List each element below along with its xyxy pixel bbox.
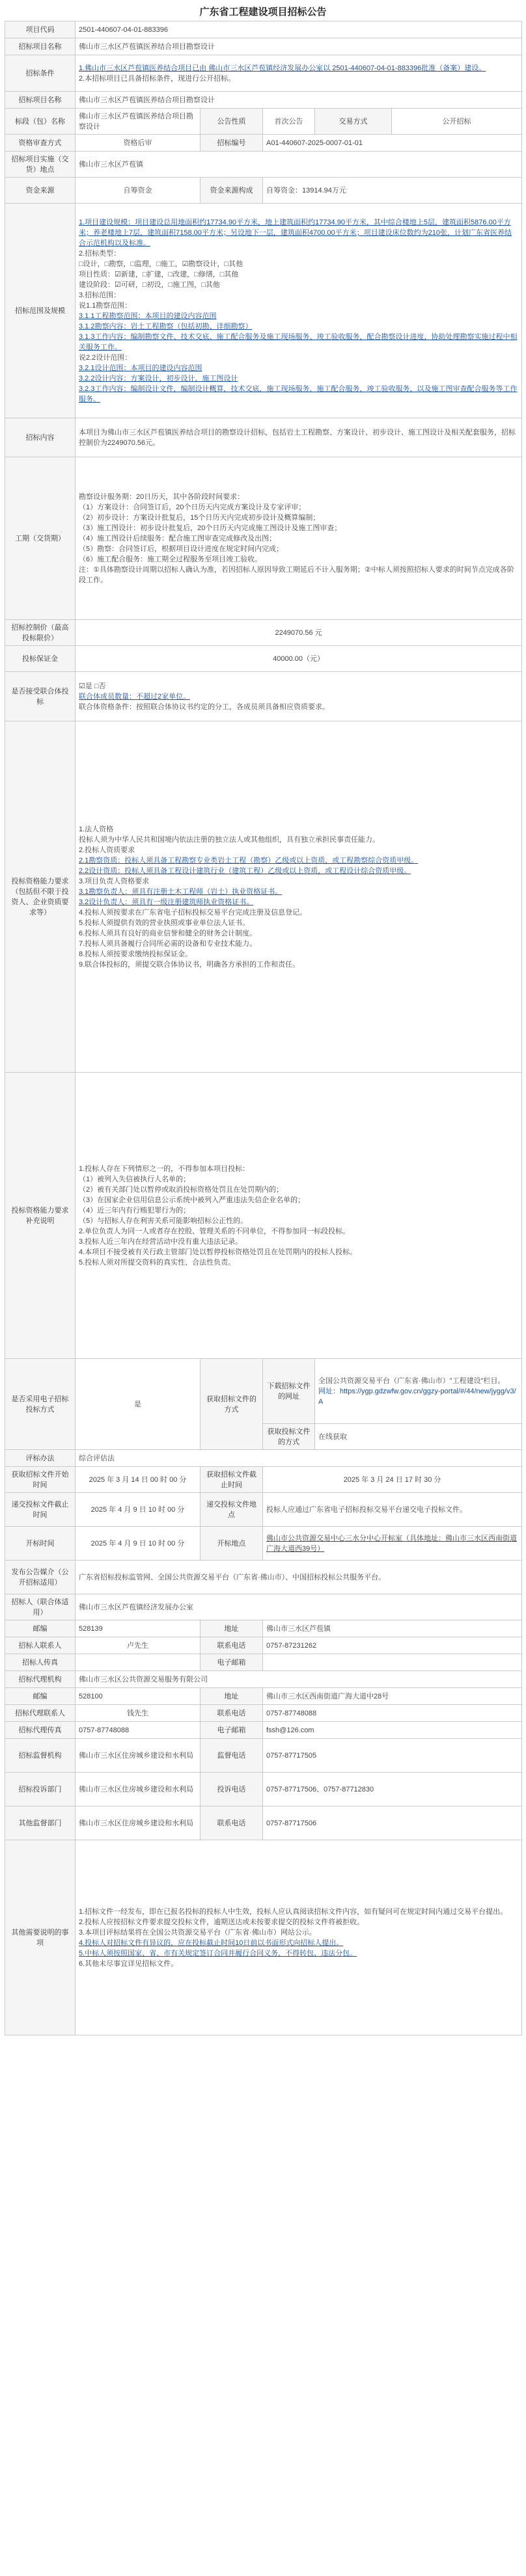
row-funding bbox=[5, 178, 522, 204]
row-tenderer bbox=[5, 1594, 522, 1620]
deposit-label: 投标保证金 bbox=[5, 646, 76, 672]
section-name-value: 佛山市三水区芦苞镇医养结合项目勘察设计 bbox=[76, 109, 201, 135]
applicant-req-line: 2.1勘察资质：投标人须具备工程勘察专业类岩土工程（勘察）乙级或以上资质，或工程勘察综合资质甲级。 bbox=[79, 856, 419, 865]
period-line: 勘察设计服务期：20日历天，其中各阶段时间要求： bbox=[79, 492, 245, 501]
complaint-label: 招标投诉部门 bbox=[5, 1773, 76, 1806]
location-value: 佛山市三水区芦苞镇 bbox=[76, 152, 522, 178]
complaint-value: 佛山市三水区住房城乡建设和水利局 bbox=[76, 1773, 201, 1806]
applicant-req-line: 7.投标人须具备履行合同所必需的设备和专业技术能力。 bbox=[79, 939, 257, 948]
supervisor-label: 招标监督机构 bbox=[5, 1739, 76, 1773]
applicant-req-line: 8.投标人须按要求缴纳投标保证金。 bbox=[79, 950, 193, 958]
row-consortium bbox=[5, 672, 522, 721]
row-project-code bbox=[5, 21, 522, 38]
scope-line: □设计，□勘察，□监理，□施工，☑勘察设计，□其他 bbox=[79, 260, 243, 268]
period-line: 注：①具体勘察设计周期以招标人确认为准，若因招标人原因导致工期延后不计入服务期；②中标人须按照招标人要求的时间节点完成各阶段工作。 bbox=[79, 565, 514, 584]
announce-nature-value: 首次公告 bbox=[263, 109, 315, 135]
qualification-label: 资格审查方式 bbox=[5, 135, 76, 152]
conditions-label: 招标条件 bbox=[5, 55, 76, 92]
applicant-req-line: 5.投标人须提供有效的营业执照或事业单位法人证书。 bbox=[79, 919, 250, 927]
consortium-line: ☑是 □否 bbox=[79, 682, 106, 690]
misconduct-line: （5）与招标人存在利害关系可能影响招标公正性的。 bbox=[79, 1216, 248, 1225]
open-place-label: 开标地点 bbox=[201, 1527, 263, 1561]
applicant-req-line: 2.2设计资质：投标人须具备工程设计建筑行业（建筑工程）乙级或以上资质，或工程设计综合资质甲级。 bbox=[79, 866, 411, 875]
deposit-value: 40000.00（元） bbox=[76, 646, 522, 672]
misconduct-line: （1）被列入失信被执行人名单的； bbox=[79, 1175, 191, 1183]
bid-deadline-label: 递交投标文件截止时间 bbox=[5, 1493, 76, 1527]
misconduct-label: 投标资格能力要求补充说明 bbox=[5, 1073, 76, 1359]
scope-line: 说1.1勘察范围： bbox=[79, 301, 132, 310]
online-url-link[interactable]: 网址：https://ygp.gdzwfw.gov.cn/ggzy-portal/#/44/new/jygg/v3/A bbox=[318, 1387, 516, 1406]
content-value: 本项目为佛山市三水区芦苞镇医养结合项目的勘察设计招标，包括岩土工程勘察、方案设计、初步设计、施工图设计及相关配套服务，招标控制价为2249070.56元。 bbox=[76, 418, 522, 457]
applicant-req-line: 9.联合体投标的，须提交联合体协议书，明确各方承担的工作和责任。 bbox=[79, 960, 300, 969]
funding-ratio: 自筹资金：13914.94万元 bbox=[263, 178, 522, 204]
project-code-value: 2501-440607-04-01-883396 bbox=[76, 21, 522, 38]
notes-line: 3.本项目评标结果将在全国公共资源交易平台（广东省·佛山市）网站公示。 bbox=[79, 1928, 316, 1937]
scope-line: 3.1.1工程勘察范围：本项目的建设内容范围 bbox=[79, 312, 217, 320]
online-value: 是 bbox=[76, 1359, 201, 1450]
period-line: （1）方案设计：合同签订后，20个日历天内完成方案设计及专家评审； bbox=[79, 503, 306, 511]
conditions-line: 2.本招标项目已具备招标条件，现进行公开招标。 bbox=[79, 74, 236, 83]
row-agent-post bbox=[5, 1688, 522, 1705]
agent-addr-label: 地址 bbox=[201, 1688, 263, 1705]
row-control-price bbox=[5, 620, 522, 646]
online-platform-cell bbox=[315, 1359, 522, 1424]
bid-code-label: 招标编号 bbox=[201, 135, 263, 152]
misconduct-value bbox=[76, 1073, 522, 1359]
agent-email-value: fssh@126.com bbox=[263, 1722, 522, 1739]
notes-line: 2.投标人应按招标文件要求提交投标文件，逾期送达或未按要求提交的投标文件将被拒收。 bbox=[79, 1918, 365, 1926]
tenderer-fax-label: 招标人传真 bbox=[5, 1654, 76, 1671]
project-name-label: 招标项目名称 bbox=[5, 38, 76, 55]
notes-line: 4.投标人对招标文件有异议的，应在投标截止时间10日前以书面形式向招标人提出。 bbox=[79, 1939, 344, 1947]
open-time-value: 2025 年 4 月 9 日 10 时 00 分 bbox=[76, 1527, 201, 1561]
fetch-time-label: 获取招标文件开始时间 bbox=[5, 1467, 76, 1493]
other-supervisor-phone-value: 0757-87717506 bbox=[263, 1806, 522, 1840]
notes-label: 其他需要说明的事项 bbox=[5, 1840, 76, 2035]
scope-line: 3.2.2设计内容：方案设计，初步设计，施工图设计 bbox=[79, 374, 238, 382]
open-place-value: 佛山市公共资源交易中心三水分中心开标室（具体地址：佛山市三水区西南街道广海大道西39号） bbox=[263, 1527, 522, 1561]
project-code-label: 项目代码 bbox=[5, 21, 76, 38]
tenderer-contact-value: 卢先生 bbox=[76, 1637, 201, 1654]
media-value: 广东省招标投标监管网、全国公共资源交易平台（广东省·佛山市）、中国招标投标公共服务平台。 bbox=[76, 1561, 522, 1594]
other-supervisor-label: 其他监督部门 bbox=[5, 1806, 76, 1840]
bid-code-value: A01-440607-2025-0007-01-01 bbox=[263, 135, 522, 152]
row-conditions bbox=[5, 55, 522, 92]
tenderer-post-value: 528139 bbox=[76, 1620, 201, 1637]
fetch-time-value: 2025 年 3 月 14 日 00 时 00 分 bbox=[76, 1467, 201, 1493]
complaint-phone-label: 投诉电话 bbox=[201, 1773, 263, 1806]
row-notes bbox=[5, 1840, 522, 2035]
scope-line: 说2.2设计范围： bbox=[79, 353, 132, 362]
applicant-req-value bbox=[76, 721, 522, 1073]
other-supervisor-value: 佛山市三水区住房城乡建设和水利局 bbox=[76, 1806, 201, 1840]
agent-fax-label: 招标代理传真 bbox=[5, 1722, 76, 1739]
scope-line: 2.招标类型： bbox=[79, 249, 121, 258]
row-tenderer-contact bbox=[5, 1637, 522, 1654]
row-agent bbox=[5, 1671, 522, 1688]
applicant-req-line: 3.项目负责人资格要求 bbox=[79, 877, 150, 885]
notes-value bbox=[76, 1840, 522, 2035]
row-applicant-req bbox=[5, 721, 522, 1073]
section-name-label: 标段（包）名称 bbox=[5, 109, 76, 135]
scope-value bbox=[76, 204, 522, 418]
tenderer-phone-label: 联系电话 bbox=[201, 1637, 263, 1654]
consortium-line: 联合体资格条件：按照联合体协议书约定的分工，各成员须具备相应资质要求。 bbox=[79, 703, 329, 711]
row-content bbox=[5, 418, 522, 457]
other-supervisor-phone-label: 联系电话 bbox=[201, 1806, 263, 1840]
agent-contact-label: 招标代理联系人 bbox=[5, 1705, 76, 1722]
project-name2-value: 佛山市三水区芦苞镇医养结合项目勘察设计 bbox=[76, 92, 522, 109]
row-scope bbox=[5, 204, 522, 418]
control-price-label: 招标控制价（最高投标限价） bbox=[5, 620, 76, 646]
tenderer-contact-label: 招标人联系人 bbox=[5, 1637, 76, 1654]
tenderer-addr-label: 地址 bbox=[201, 1620, 263, 1637]
agent-post-value: 528100 bbox=[76, 1688, 201, 1705]
announce-nature-label: 公告性质 bbox=[201, 109, 263, 135]
applicant-req-line: 6.投标人须具有良好的商业信誉和健全的财务会计制度。 bbox=[79, 929, 257, 937]
scope-label: 招标范围及规模 bbox=[5, 204, 76, 418]
misconduct-line: （4）近三年内有行贿犯罪行为的； bbox=[79, 1206, 191, 1214]
announcement-table bbox=[5, 21, 522, 2035]
period-line: （5）勘察：合同签订后，根据项目设计进度在规定时间内完成； bbox=[79, 544, 284, 553]
row-tenderer-post bbox=[5, 1620, 522, 1637]
misconduct-line: （3）在国家企业信用信息公示系统中被列入严重违法失信企业名单的； bbox=[79, 1196, 305, 1204]
conditions-value bbox=[76, 55, 522, 92]
row-location bbox=[5, 152, 522, 178]
scope-line: 建设阶段：☑可研，□初设，□施工图，□其他 bbox=[79, 280, 220, 289]
consortium-value bbox=[76, 672, 522, 721]
agent-label: 招标代理机构 bbox=[5, 1671, 76, 1688]
scope-line: 项目性质：☑新建，□扩建，□改建，□修缮，□其他 bbox=[79, 270, 239, 278]
row-media bbox=[5, 1561, 522, 1594]
row-agent-contact bbox=[5, 1705, 522, 1722]
agent-phone-label: 联系电话 bbox=[201, 1705, 263, 1722]
row-project-name bbox=[5, 38, 522, 55]
bid-place-label: 递交投标文件地点 bbox=[201, 1493, 263, 1527]
online-label: 是否采用电子招标投标方式 bbox=[5, 1359, 76, 1450]
row-period bbox=[5, 457, 522, 620]
row-tenderer-mail bbox=[5, 1654, 522, 1671]
method-label: 评标办法 bbox=[5, 1450, 76, 1467]
qualification-value: 资格后审 bbox=[76, 135, 201, 152]
applicant-req-line: 投标人须为中华人民共和国境内依法注册的独立法人或其他组织，具有独立承担民事责任能力。 bbox=[79, 835, 380, 844]
online-platform: 全国公共资源交易平台（广东省·佛山市）"工程建设"栏目。 bbox=[318, 1376, 505, 1385]
applicant-req-line: 3.1勘察负责人：须具有注册土木工程师（岩土）执业资格证书。 bbox=[79, 887, 283, 896]
tenderer-label: 招标人（联合体适用） bbox=[5, 1594, 76, 1620]
content-label: 招标内容 bbox=[5, 418, 76, 457]
conditions-line: 1.佛山市三水区芦苞镇医养结合项目已由 佛山市三水区芦苞镇经济发展办公室以 2501-440607-04-01-883396批准（备案）建设。 bbox=[79, 64, 486, 72]
consortium-line: 联合体成员数量：不超过2家单位。 bbox=[79, 692, 191, 701]
tenderer-value: 佛山市三水区芦苞镇经济发展办公室 bbox=[76, 1594, 522, 1620]
row-other-supervisor bbox=[5, 1806, 522, 1840]
period-value bbox=[76, 457, 522, 620]
misconduct-line: 2.单位负责人为同一人或者存在控股、管理关系的不同单位，不得参加同一标段投标。 bbox=[79, 1227, 350, 1235]
open-time-label: 开标时间 bbox=[5, 1527, 76, 1561]
notes-line: 6.其他未尽事宜详见招标文件。 bbox=[79, 1959, 178, 1968]
fetch-end-value: 2025 年 3 月 24 日 17 时 30 分 bbox=[263, 1467, 522, 1493]
agent-fax-value: 0757-87748088 bbox=[76, 1722, 201, 1739]
row-deposit bbox=[5, 646, 522, 672]
tenderer-fax-value bbox=[76, 1654, 201, 1671]
row-method bbox=[5, 1450, 522, 1467]
supervisor-value: 佛山市三水区住房城乡建设和水利局 bbox=[76, 1739, 201, 1773]
method-value: 综合评估法 bbox=[76, 1450, 522, 1467]
tenderer-phone-value: 0757-87231262 bbox=[263, 1637, 522, 1654]
period-line: （3）施工图设计：初步设计批复后，20个日历天内完成施工图设计及施工图审查； bbox=[79, 524, 342, 532]
agent-value: 佛山市三水区公共资源交易服务有限公司 bbox=[76, 1671, 522, 1688]
scope-line: 3.招标范围： bbox=[79, 291, 121, 299]
period-line: （2）初步设计：方案设计批复后，15个日历天内完成初步设计及概算编制； bbox=[79, 513, 320, 522]
agent-addr-value: 佛山市三水区西南街道广海大道中28号 bbox=[263, 1688, 522, 1705]
row-complaint bbox=[5, 1773, 522, 1806]
tenderer-email-value bbox=[263, 1654, 522, 1671]
online-fetch-value: 下载招标文件的网址 bbox=[263, 1359, 315, 1424]
funding-label: 资金来源 bbox=[5, 178, 76, 204]
agent-contact-value: 钱先生 bbox=[76, 1705, 201, 1722]
misconduct-line: 1.投标人存在下列情形之一的，不得参加本项目投标： bbox=[79, 1164, 250, 1173]
page-title: 广东省工程建设项目招标公告 bbox=[199, 7, 327, 18]
applicant-req-line: 1.法人资格 bbox=[79, 825, 114, 833]
misconduct-line: （2）被有关部门处以暂停或取消投标资格处罚且在处罚期内的； bbox=[79, 1185, 284, 1194]
row-agent-fax bbox=[5, 1722, 522, 1739]
trade-type-label: 交易方式 bbox=[315, 109, 392, 135]
online-contact-label: 获取投标文件的方式 bbox=[263, 1424, 315, 1450]
applicant-req-line: 2.投标人资质要求 bbox=[79, 846, 135, 854]
tenderer-post-label: 邮编 bbox=[5, 1620, 76, 1637]
period-label: 工期（交货期） bbox=[5, 457, 76, 620]
row-fetch-time bbox=[5, 1467, 522, 1493]
period-line: （4）施工图设计后续服务：配合施工图审查完成修改及出图； bbox=[79, 534, 277, 543]
supervisor-phone-value: 0757-87717505 bbox=[263, 1739, 522, 1773]
row-project-name-2 bbox=[5, 92, 522, 109]
agent-phone-value: 0757-87748088 bbox=[263, 1705, 522, 1722]
tenderer-email-label: 电子邮箱 bbox=[201, 1654, 263, 1671]
online-contact-value: 在线获取 bbox=[315, 1424, 522, 1450]
notes-line: 1.招标文件一经发布，即在已报名投标的投标人中生效，投标人应认真阅读招标文件内容，如有疑问可在规定时间内通过交易平台提出。 bbox=[79, 1907, 508, 1916]
online-fetch-label: 获取招标文件的方式 bbox=[201, 1359, 263, 1450]
row-online bbox=[5, 1359, 522, 1424]
complaint-phone-value: 0757-87717506、0757-87712830 bbox=[263, 1773, 522, 1806]
scope-line: 3.2.1设计范围：本项目的建设内容范围 bbox=[79, 364, 202, 372]
scope-line: 1.项目建设规模：项目建设总用地面积约17734.90平方米，地上建筑面积约17734.90平方米，其中综合楼地上5层，建筑面积5876.00平方米；养老楼地上7层，建筑面积7158.00平方米；另设地下一层，建筑面积4700.00平方米；项目建设床位数约为210张，计划广东省医养结合示范机构以及标准。 bbox=[79, 218, 512, 247]
row-supervisor bbox=[5, 1739, 522, 1773]
supervisor-phone-label: 监督电话 bbox=[201, 1739, 263, 1773]
fetch-end-label: 获取招标文件截止时间 bbox=[201, 1467, 263, 1493]
agent-post-label: 邮编 bbox=[5, 1688, 76, 1705]
bid-place-value: 投标人应通过广东省电子招标投标交易平台递交电子投标文件。 bbox=[263, 1493, 522, 1527]
agent-email-label: 电子邮箱 bbox=[201, 1722, 263, 1739]
tenderer-addr-value: 佛山市三水区芦苞镇 bbox=[263, 1620, 522, 1637]
project-name2-label: 招标项目名称 bbox=[5, 92, 76, 109]
misconduct-line: 5.投标人须对所提交资料的真实性、合法性负责。 bbox=[79, 1258, 236, 1267]
row-qualification bbox=[5, 135, 522, 152]
bid-deadline-value: 2025 年 4 月 9 日 10 时 00 分 bbox=[76, 1493, 201, 1527]
location-label: 招标项目实施（交货）地点 bbox=[5, 152, 76, 178]
row-section bbox=[5, 109, 522, 135]
period-line: （6）施工配合服务：施工期全过程服务至项目竣工验收。 bbox=[79, 555, 262, 563]
scope-line: 3.1.3工作内容：编制勘察文件、技术交底、施工配合服务及施工现场服务、竣工验收服务，配合勘察设计进度，协助处理勘察实施过程中相关服务工作。 bbox=[79, 332, 518, 351]
control-price-value: 2249070.56 元 bbox=[76, 620, 522, 646]
row-misconduct bbox=[5, 1073, 522, 1359]
trade-type-value: 公开招标 bbox=[392, 109, 522, 135]
applicant-req-line: 3.2设计负责人：须具有一级注册建筑师执业资格证书。 bbox=[79, 898, 254, 906]
consortium-label: 是否接受联合体投标 bbox=[5, 672, 76, 721]
scope-line: 3.2.3工作内容：编制设计文件，编制设计概算，技术交底，施工现场服务，施工配合服务，竣工验收服务，以及施工图审查配合服务等工作服务。 bbox=[79, 384, 518, 403]
media-label: 发布公告媒介（公开招标适用） bbox=[5, 1561, 76, 1594]
misconduct-line: 4.本项目不接受被有关行政主管部门处以暂停投标资格处罚且在处罚期内的投标人投标。 bbox=[79, 1248, 357, 1256]
row-open-time bbox=[5, 1527, 522, 1561]
notes-line: 5.中标人须按照国家、省、市有关规定签订合同并履行合同义务，不得转包、违法分包。 bbox=[79, 1949, 357, 1957]
row-bid-deadline bbox=[5, 1493, 522, 1527]
funding-source: 自筹资金 bbox=[76, 178, 201, 204]
project-name-value: 佛山市三水区芦苞镇医养结合项目勘察设计 bbox=[76, 38, 522, 55]
applicant-req-line: 4.投标人须按要求在广东省电子招标投标交易平台完成注册及信息登记。 bbox=[79, 908, 307, 917]
scope-line: 3.1.2勘察内容：岩土工程勘察（包括初勘、详细勘察） bbox=[79, 322, 253, 330]
misconduct-line: 3.投标人近三年内在经营活动中没有重大违法记录。 bbox=[79, 1237, 243, 1246]
funding-ratio-label: 资金来源构成 bbox=[201, 178, 263, 204]
applicant-req-label: 投标资格能力要求（包括但不限于投资人、企业资质要求等） bbox=[5, 721, 76, 1073]
